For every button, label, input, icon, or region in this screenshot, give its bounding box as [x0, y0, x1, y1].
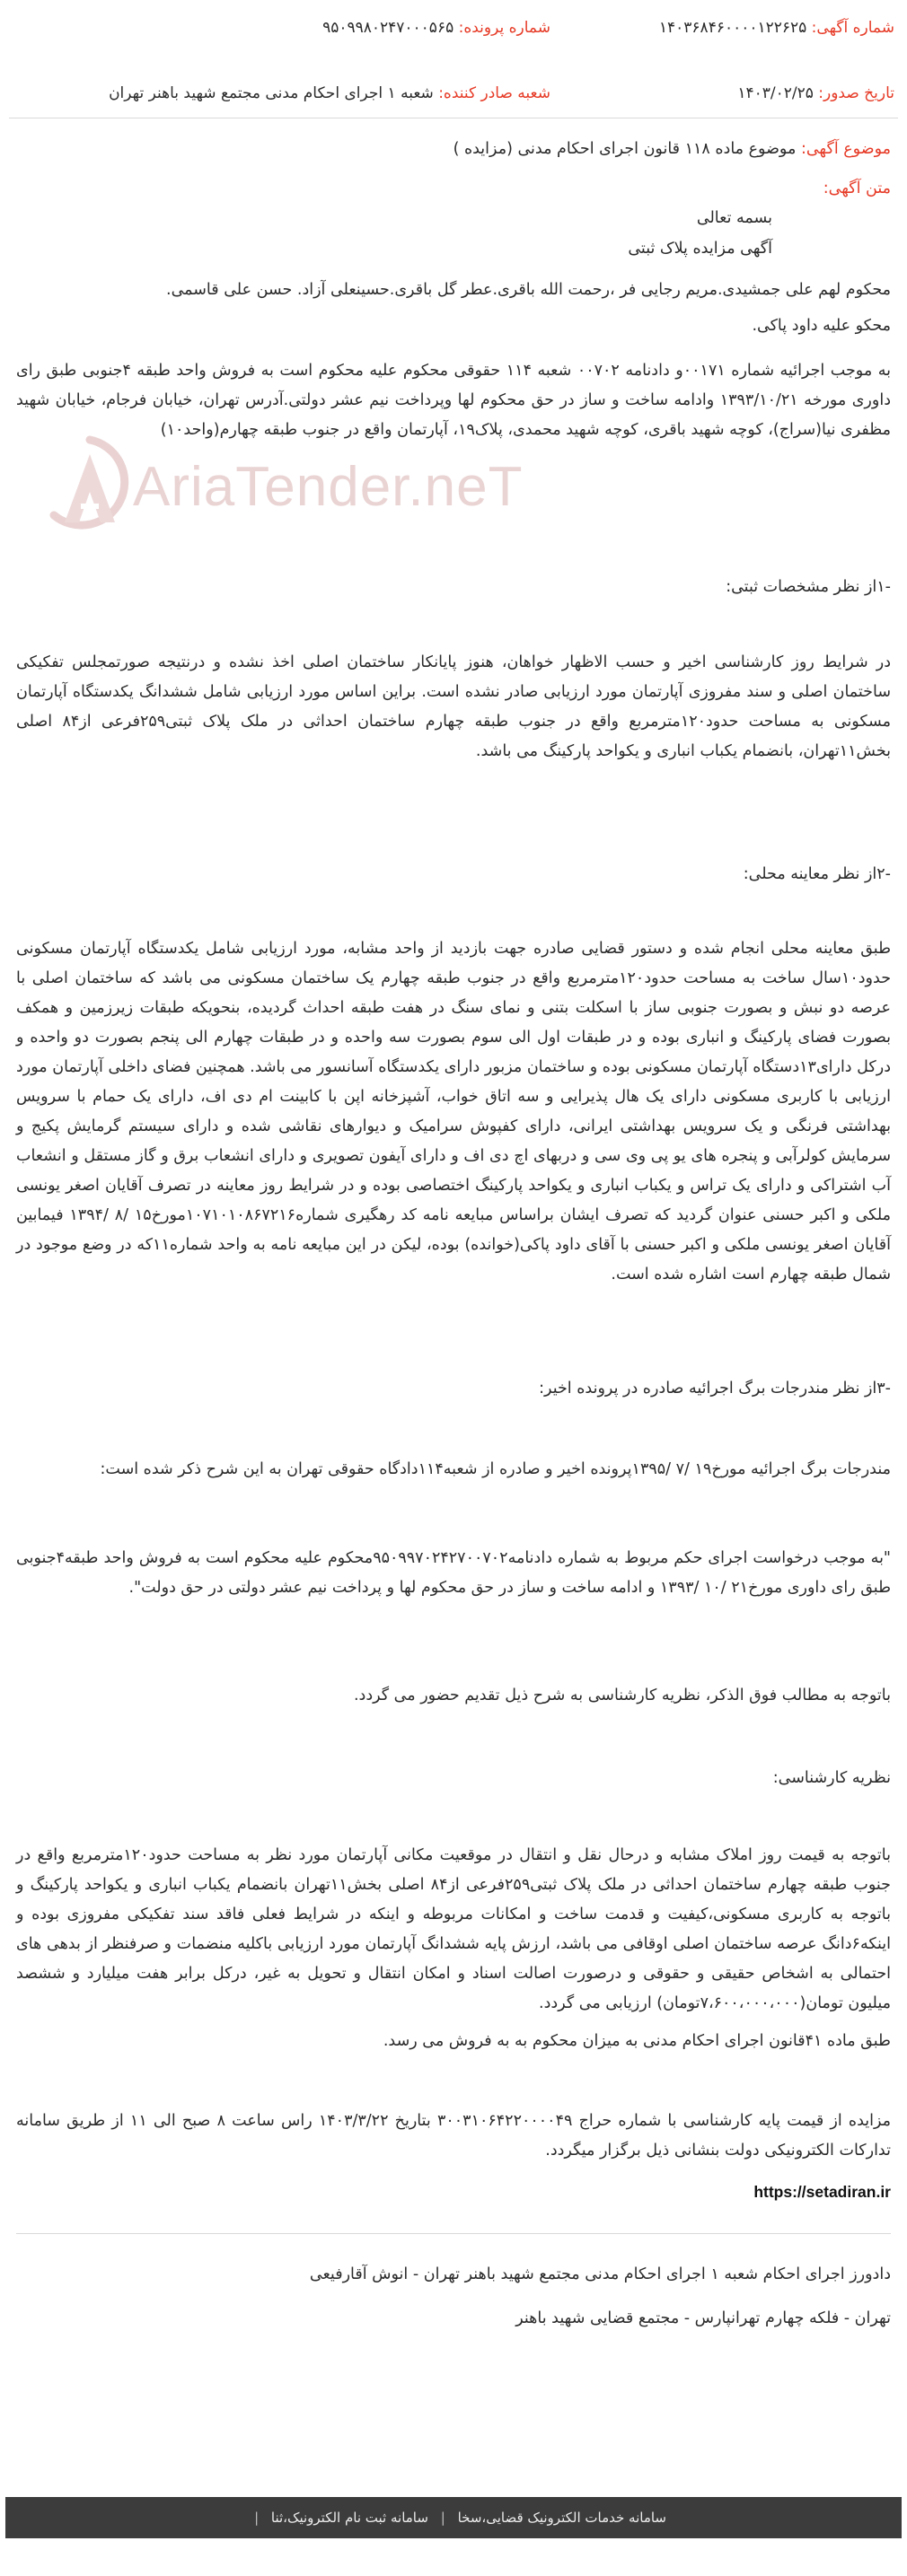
notice-content [16, 135, 891, 2334]
notice-number [659, 13, 894, 43]
watermark-text: AriaTender.neT [133, 456, 524, 518]
notice-subject [16, 135, 891, 164]
expert-opinion-heading: نظریه کارشناسی: [772, 1769, 891, 1787]
inspection-heading: -۲از نظر معاینه محلی: [743, 865, 891, 883]
notice-text-label: متن آگهی: [823, 180, 891, 197]
inspection-paragraph: طبق معاینه محلی انجام شده و دستور قضایی صادره جهت بازدید از واحد مشابه، مورد ارزیابی شامل یکدستگاه آپارتمان مسکونی حدود۱۰سال ساخت به مساحت حدود۱۲۰مترمربع واقع در جنوب طبقه چهارم یک ساختمان مسکونی می باشد که ساختمان اصلی با عرصه دو نبش و بصورت جنوبی ساز با اسکلت بتنی و نمای سنگ در هفت طبقه احداث گردیده، بنحویکه طبقات زیرزمین و همکف بصورت فضای پارکینگ و انباری بوده و در طبقات اول الی سوم بصورت سه واحده و در طبقات چهارم الی پنجم بصورت دو واحده و درکل دارای۱۳دستگاه آپارتمان مسکونی بوده و ساختمان مزبور دارای یکدستگاه آسانسور می باشد. همچنین فضای داخلی آپارتمان مورد ارزیابی با کاربری مسکونی دارای یک هال پذیرایی و سه اتاق خواب، آشپزخانه اپن با کابینت ام دی اف، دارای یک حمام با سرویس بهداشتی فرنگی و یک سرویس بهداشتی ایرانی، دارای کفپوش سرامیک و دیوارهای نقاشی شده و دارای سیستم گرمایش پکیج و سرمایش کولرآبی و پنجره های یو پی وی سی و دربهای اچ دی اف و دارای آیفون تصویری و دارای انشعاب برق و گاز مستقل و انشعاب آب اشتراکی و دارای یک تراس و یکباب انباری و یکواحد پارکینگ اختصاصی بوده و در شرایط روز معاینه در تصرف آقایان اصغر یونسی ملکی و اکبر حسنی عنوان گردید که تصرف ایشان براساس مبایعه نامه کد رهگیری شماره۱۰۷۱۰۱۰۸۶۷۲۱۶مورخ۱۵ /۸ /۱۳۹۴ فیمابین آقایان اصغر یونسی ملکی و اکبر حسنی با آقای داود پاکی(خوانده) بوده، لیکن در این مبایعه نامه به واحد شماره۱۱که در وضع موجود در شمال طبقه چهارم است اشاره شده است. [16, 940, 892, 1284]
notice-subject-label: موضوع آگهی: [800, 140, 891, 158]
issuing-branch [109, 79, 550, 109]
case-number-label: شماره پرونده: [458, 19, 550, 37]
bismillah: بسمه تعالی [696, 209, 772, 227]
auction-url-line [16, 2177, 891, 2208]
registration-heading: -۱از نظر مشخصات ثبتی: [726, 578, 891, 596]
footer-link-sana[interactable]: سامانه ثبت نام الکترونیک،ثنا [270, 2510, 428, 2526]
footer-bar [5, 2497, 902, 2538]
signature-divider [16, 2233, 891, 2234]
case-number-value: ۹۵۰۹۹۸۰۲۴۷۰۰۰۵۶۵ [322, 19, 454, 37]
execution-sheet-heading: -۳از نظر مندرجات برگ اجرائیه صادره در پرونده اخیر: [539, 1380, 891, 1398]
signature-address: تهران - فلکه چهارم تهرانپارس - مجتمع قضایی شهید باهنر [515, 2309, 891, 2327]
setadiran-link[interactable]: https://setadiran.ir [753, 2183, 891, 2201]
signature-officer: دادورز اجرای احکام شعبه ۱ اجرای احکام مدنی مجتمع شهید باهنر تهران - انوش آقارفیعی [309, 2265, 891, 2283]
footer-separator: | [254, 2510, 260, 2526]
auction-details: مزایده از قیمت پایه کارشناسی با شماره حراج ۳۰۰۳۱۰۶۴۲۲۰۰۰۰۴۹ بتاریخ ۱۴۰۳/۳/۲۲ راس ساعت ۸ صبح الی ۱۱ از طریق سامانه تدارکات الکترونیکی دولت بنشانی ذیل برگزار میگردد. [16, 2112, 892, 2160]
issue-date-label: تاریخ صدور: [818, 84, 894, 102]
execution-sheet-quote: "به موجب درخواست اجرای حکم مربوط به شماره دادنامه۹۵۰۹۹۷۰۲۴۲۷۰۰۷۰۲محکوم علیه محکوم است به فروش واحد طبقه۴جنوبی طبق رای داوری مورخ۲۱ /۱۰ /۱۳۹۳ و ادامه ساخت و ساز در حق محکوم لها و پرداخت نیم عشر دولتی در حق دولت". [16, 1549, 891, 1597]
notice-subject-value: موضوع ماده ۱۱۸ قانون اجرای احکام مدنی (مزایده ) [453, 140, 797, 158]
creditors: محکوم لهم علی جمشیدی.مریم رجایی فر ،رحمت الله باقری.عطر گل باقری.حسینعلی آزاد. حسن علی قاسمی. [166, 281, 891, 299]
legal-basis: طبق ماده ۴۱قانون اجرای احکام مدنی به میزان محکوم به به فروش می رسد. [383, 2032, 891, 2050]
expert-opinion-paragraph: باتوجه به قیمت روز املاک مشابه و درحال نقل و انتقال در موقعیت مکانی آپارتمان مورد نظر به مساحت حدود۱۲۰مترمربع واقع در جنوب طبقه چهارم ساختمان احداثی در ملک پلاک ثبتی۲۵۹فرعی از۸۴ اصلی بخش۱۱تهران بانضمام یکباب انباری و یکواحد پارکینگ و باتوجه به کاربری مسکونی،کیفیت و قدمت ساخت و امکانات مربوطه و اینکه در شرایط فعلی فاقد سند تفکیکی مفروزی بوده و اینکه۶دانگ عرصه ساختمان اصلی اوقافی می باشد، ارزش پایه ششدانگ آپارتمان مورد ارزیابی باکلیه منضمات و صرفنظر از بدهی های احتمالی به اشخاص حقیقی و حقوقی و درصورت اصالت اسناد و امکان انتقال و تحویل به غیر، درکل برابر هفت میلیارد و ششصد میلیون تومان(۷،۶۰۰،۰۰۰،۰۰۰تومان) ارزیابی می گردد. [16, 1846, 891, 2012]
footer-separator: | [440, 2510, 445, 2526]
case-number [322, 13, 550, 43]
issuing-branch-value: شعبه ۱ اجرای احکام مدنی مجتمع شهید باهنر تهران [109, 84, 434, 102]
issue-date-value: ۱۴۰۳/۰۲/۲۵ [737, 84, 814, 102]
intro-paragraph: به موجب اجرائیه شماره ۰۰۱۷۱و دادنامه ۰۰۷۰۲ شعبه ۱۱۴ حقوقی محکوم علیه محکوم است به فروش واحد طبقه ۴جنوبی طبق رای داوری مورخه ۱۳۹۳/۱۰/۲۱ وادامه ساخت و ساز در حق محکوم لها وپرداخت نیم عشر دولتی.آدرس تهران، خیابان فرجام، خیابان شهید مظفری نیا(سراج)، کوچه شهید باقری، کوچه شهید محمدی، پلاک۱۹، آپارتمان واقع در جنوب طبقه چهارم(واحد۱۰) [16, 362, 892, 439]
footer-link-sakha[interactable]: سامانه خدمات الکترونیک قضایی،سخا [457, 2510, 666, 2526]
registration-paragraph: در شرایط روز کارشناسی اخیر و حسب الاظهار خواهان، هنوز پایانکار ساختمان اصلی اخذ نشده و درنتیجه صورتمجلس تفکیکی ساختمان اصلی و سند مفروزی آپارتمان مورد ارزیابی صادر نشده است. براین اساس مورد ارزیابی شامل ششدانگ یکدستگاه آپارتمان مسکونی به مساحت حدود۱۲۰مترمربع واقع در جنوب طبقه چهارم ساختمان احداثی در ملک پلاک ثبتی۲۵۹فرعی از۸۴ اصلی بخش۱۱تهران، بانضمام یکباب انباری و یکواحد پارکینگ می باشد. [16, 653, 891, 760]
notice-number-value: ۱۴۰۳۶۸۴۶۰۰۰۰۱۲۲۶۲۵ [658, 19, 807, 37]
notice-number-label: شماره آگهی: [811, 19, 894, 37]
debtor: محکو علیه داود پاکی. [752, 317, 891, 335]
transition-sentence: باتوجه به مطالب فوق الذکر، نظریه کارشناسی به شرح ذیل تقدیم حضور می گردد. [353, 1687, 891, 1704]
execution-sheet-paragraph: مندرجات برگ اجرائیه مورخ۱۹ /۷ /۱۳۹۵پرونده اخیر و صادره از شعبه۱۱۴دادگاه حقوقی تهران به این شرح ذکر شده است: [100, 1460, 891, 1478]
issuing-branch-label: شعبه صادر کننده: [438, 84, 550, 102]
notice-title: آگهی مزایده پلاک ثبتی [628, 240, 772, 258]
issue-date [737, 79, 894, 109]
